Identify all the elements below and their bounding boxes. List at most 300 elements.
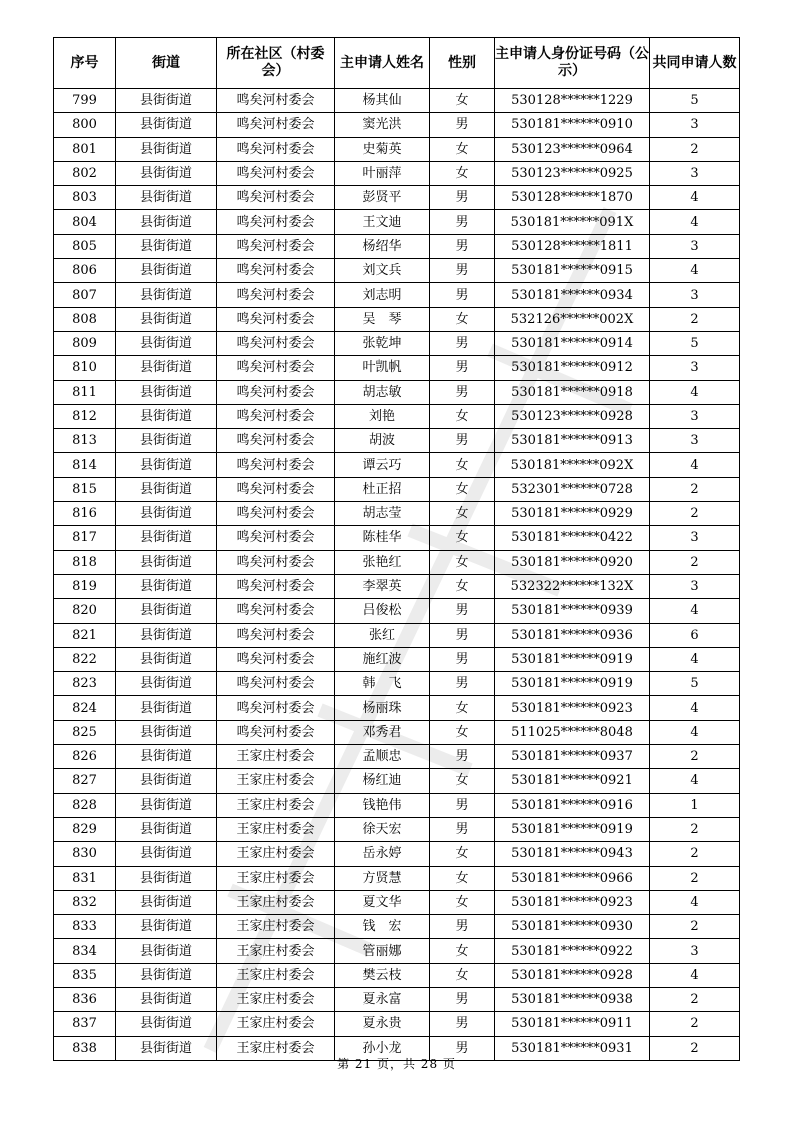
id-number-cell: 530181******0915 (495, 259, 650, 283)
table-row (54, 137, 740, 161)
id-number-cell: 530181******0911 (495, 1012, 650, 1036)
co-applicant-count-cell: 2 (650, 1036, 740, 1060)
gender-cell: 男 (430, 987, 495, 1011)
id-number-cell: 530181******0914 (495, 331, 650, 355)
applicant-name-cell: 吴 琴 (335, 307, 430, 331)
gender-cell: 女 (430, 866, 495, 890)
street-cell: 县街街道 (116, 283, 217, 307)
gender-cell: 男 (430, 283, 495, 307)
applicant-name-cell: 夏永贵 (335, 1012, 430, 1036)
applicant-name-cell: 张红 (335, 623, 430, 647)
id-number-cell: 530181******0930 (495, 915, 650, 939)
seq-cell: 804 (54, 210, 116, 234)
seq-cell: 806 (54, 259, 116, 283)
applicant-name-cell: 叶凯帆 (335, 356, 430, 380)
community-cell: 鸣矣河村委会 (217, 550, 335, 574)
gender-cell: 男 (430, 331, 495, 355)
community-cell: 鸣矣河村委会 (217, 283, 335, 307)
gender-cell: 女 (430, 477, 495, 501)
table-row (54, 647, 740, 671)
id-number-cell: 530181******091X (495, 210, 650, 234)
header-seq: 序号 (54, 38, 116, 89)
gender-cell: 女 (430, 890, 495, 914)
street-cell: 县街街道 (116, 550, 217, 574)
co-applicant-count-cell: 4 (650, 696, 740, 720)
gender-cell: 女 (430, 574, 495, 598)
table-row (54, 769, 740, 793)
co-applicant-count-cell: 2 (650, 866, 740, 890)
co-applicant-count-cell: 4 (650, 186, 740, 210)
seq-cell: 800 (54, 113, 116, 137)
applicant-name-cell: 张乾坤 (335, 331, 430, 355)
seq-cell: 805 (54, 234, 116, 258)
street-cell: 县街街道 (116, 1036, 217, 1060)
header-id-number: 主申请人身份证号码（公示） (495, 38, 650, 89)
community-cell: 鸣矣河村委会 (217, 259, 335, 283)
applicant-name-cell: 徐天宏 (335, 817, 430, 841)
street-cell: 县街街道 (116, 866, 217, 890)
street-cell: 县街街道 (116, 161, 217, 185)
applicant-name-cell: 窦光洪 (335, 113, 430, 137)
applicant-name-cell: 张艳红 (335, 550, 430, 574)
street-cell: 县街街道 (116, 331, 217, 355)
seq-cell: 835 (54, 963, 116, 987)
co-applicant-count-cell: 2 (650, 842, 740, 866)
applicant-name-cell: 钱 宏 (335, 915, 430, 939)
street-cell: 县街街道 (116, 89, 217, 113)
table-row (54, 186, 740, 210)
seq-cell: 808 (54, 307, 116, 331)
table-row (54, 696, 740, 720)
seq-cell: 822 (54, 647, 116, 671)
street-cell: 县街街道 (116, 307, 217, 331)
table-row (54, 574, 740, 598)
applicant-name-cell: 陈桂华 (335, 526, 430, 550)
table-row (54, 380, 740, 404)
co-applicant-count-cell: 4 (650, 890, 740, 914)
seq-cell: 833 (54, 915, 116, 939)
id-number-cell: 530123******0964 (495, 137, 650, 161)
street-cell: 县街街道 (116, 477, 217, 501)
id-number-cell: 530128******1870 (495, 186, 650, 210)
community-cell: 鸣矣河村委会 (217, 307, 335, 331)
gender-cell: 男 (430, 210, 495, 234)
street-cell: 县街街道 (116, 817, 217, 841)
id-number-cell: 530181******0934 (495, 283, 650, 307)
seq-cell: 813 (54, 429, 116, 453)
seq-cell: 824 (54, 696, 116, 720)
id-number-cell: 530181******0923 (495, 890, 650, 914)
community-cell: 王家庄村委会 (217, 842, 335, 866)
co-applicant-count-cell: 3 (650, 526, 740, 550)
seq-cell: 810 (54, 356, 116, 380)
street-cell: 县街街道 (116, 137, 217, 161)
street-cell: 县街街道 (116, 769, 217, 793)
community-cell: 鸣矣河村委会 (217, 526, 335, 550)
street-cell: 县街街道 (116, 647, 217, 671)
seq-cell: 837 (54, 1012, 116, 1036)
seq-cell: 823 (54, 672, 116, 696)
table-row (54, 89, 740, 113)
id-number-cell: 530181******0939 (495, 599, 650, 623)
community-cell: 王家庄村委会 (217, 939, 335, 963)
gender-cell: 女 (430, 89, 495, 113)
street-cell: 县街街道 (116, 745, 217, 769)
id-number-cell: 532301******0728 (495, 477, 650, 501)
id-number-cell: 530123******0925 (495, 161, 650, 185)
street-cell: 县街街道 (116, 259, 217, 283)
id-number-cell: 530181******0913 (495, 429, 650, 453)
id-number-cell: 530128******1229 (495, 89, 650, 113)
id-number-cell: 530181******0937 (495, 745, 650, 769)
id-number-cell: 530181******0922 (495, 939, 650, 963)
seq-cell: 816 (54, 502, 116, 526)
table-row (54, 842, 740, 866)
gender-cell: 女 (430, 453, 495, 477)
co-applicant-count-cell: 5 (650, 89, 740, 113)
community-cell: 鸣矣河村委会 (217, 137, 335, 161)
street-cell: 县街街道 (116, 502, 217, 526)
applicant-name-cell: 樊云枝 (335, 963, 430, 987)
seq-cell: 812 (54, 404, 116, 428)
header-street: 街道 (116, 38, 217, 89)
street-cell: 县街街道 (116, 963, 217, 987)
table-row (54, 890, 740, 914)
table-row (54, 623, 740, 647)
applicant-name-cell: 杨红迪 (335, 769, 430, 793)
gender-cell: 女 (430, 161, 495, 185)
id-number-cell: 530181******092X (495, 453, 650, 477)
street-cell: 县街街道 (116, 842, 217, 866)
gender-cell: 男 (430, 793, 495, 817)
table-row (54, 939, 740, 963)
applicant-name-cell: 李翠英 (335, 574, 430, 598)
co-applicant-count-cell: 3 (650, 356, 740, 380)
table-row (54, 331, 740, 355)
community-cell: 王家庄村委会 (217, 745, 335, 769)
applicant-name-cell: 叶丽萍 (335, 161, 430, 185)
gender-cell: 女 (430, 502, 495, 526)
gender-cell: 男 (430, 915, 495, 939)
co-applicant-count-cell: 2 (650, 987, 740, 1011)
applicant-name-cell: 钱艳伟 (335, 793, 430, 817)
seq-cell: 801 (54, 137, 116, 161)
id-number-cell: 530181******0928 (495, 963, 650, 987)
community-cell: 鸣矣河村委会 (217, 234, 335, 258)
seq-cell: 826 (54, 745, 116, 769)
applicant-name-cell: 岳永婷 (335, 842, 430, 866)
table-row (54, 210, 740, 234)
id-number-cell: 530181******0943 (495, 842, 650, 866)
table-row (54, 307, 740, 331)
street-cell: 县街街道 (116, 186, 217, 210)
street-cell: 县街街道 (116, 793, 217, 817)
seq-cell: 828 (54, 793, 116, 817)
table-row (54, 599, 740, 623)
community-cell: 王家庄村委会 (217, 1012, 335, 1036)
applicant-name-cell: 吕俊松 (335, 599, 430, 623)
id-number-cell: 530181******0929 (495, 502, 650, 526)
table-row (54, 987, 740, 1011)
table-row (54, 283, 740, 307)
applicant-name-cell: 刘志明 (335, 283, 430, 307)
seq-cell: 819 (54, 574, 116, 598)
community-cell: 鸣矣河村委会 (217, 380, 335, 404)
gender-cell: 女 (430, 404, 495, 428)
co-applicant-count-cell: 2 (650, 307, 740, 331)
gender-cell: 女 (430, 526, 495, 550)
id-number-cell: 530181******0918 (495, 380, 650, 404)
co-applicant-count-cell: 2 (650, 1012, 740, 1036)
co-applicant-count-cell: 3 (650, 161, 740, 185)
community-cell: 鸣矣河村委会 (217, 113, 335, 137)
street-cell: 县街街道 (116, 429, 217, 453)
table-row (54, 259, 740, 283)
gender-cell: 女 (430, 137, 495, 161)
id-number-cell: 530181******0919 (495, 817, 650, 841)
gender-cell: 男 (430, 817, 495, 841)
co-applicant-count-cell: 3 (650, 113, 740, 137)
applicant-name-cell: 孟顺忠 (335, 745, 430, 769)
community-cell: 鸣矣河村委会 (217, 502, 335, 526)
co-applicant-count-cell: 4 (650, 769, 740, 793)
street-cell: 县街街道 (116, 987, 217, 1011)
id-number-cell: 530128******1811 (495, 234, 650, 258)
street-cell: 县街街道 (116, 453, 217, 477)
community-cell: 王家庄村委会 (217, 793, 335, 817)
table-row (54, 477, 740, 501)
community-cell: 鸣矣河村委会 (217, 696, 335, 720)
applicant-table (53, 37, 740, 1061)
street-cell: 县街街道 (116, 574, 217, 598)
co-applicant-count-cell: 5 (650, 672, 740, 696)
id-number-cell: 530181******0966 (495, 866, 650, 890)
co-applicant-count-cell: 3 (650, 234, 740, 258)
seq-cell: 817 (54, 526, 116, 550)
co-applicant-count-cell: 3 (650, 283, 740, 307)
gender-cell: 男 (430, 1036, 495, 1060)
gender-cell: 男 (430, 186, 495, 210)
seq-cell: 809 (54, 331, 116, 355)
applicant-name-cell: 管丽娜 (335, 939, 430, 963)
id-number-cell: 530181******0931 (495, 1036, 650, 1060)
community-cell: 鸣矣河村委会 (217, 429, 335, 453)
community-cell: 鸣矣河村委会 (217, 574, 335, 598)
community-cell: 鸣矣河村委会 (217, 186, 335, 210)
gender-cell: 女 (430, 696, 495, 720)
id-number-cell: 530181******0912 (495, 356, 650, 380)
gender-cell: 女 (430, 769, 495, 793)
co-applicant-count-cell: 3 (650, 939, 740, 963)
community-cell: 王家庄村委会 (217, 963, 335, 987)
applicant-name-cell: 胡志莹 (335, 502, 430, 526)
table-row (54, 793, 740, 817)
seq-cell: 799 (54, 89, 116, 113)
applicant-name-cell: 胡波 (335, 429, 430, 453)
co-applicant-count-cell: 2 (650, 915, 740, 939)
header-co-applicant-count: 共同申请人数 (650, 38, 740, 89)
applicant-name-cell: 王文迪 (335, 210, 430, 234)
gender-cell: 男 (430, 380, 495, 404)
seq-cell: 811 (54, 380, 116, 404)
community-cell: 鸣矣河村委会 (217, 477, 335, 501)
table-row (54, 550, 740, 574)
seq-cell: 825 (54, 720, 116, 744)
gender-cell: 男 (430, 259, 495, 283)
applicant-name-cell: 史菊英 (335, 137, 430, 161)
gender-cell: 女 (430, 307, 495, 331)
street-cell: 县街街道 (116, 623, 217, 647)
street-cell: 县街街道 (116, 672, 217, 696)
seq-cell: 815 (54, 477, 116, 501)
applicant-name-cell: 方贤慧 (335, 866, 430, 890)
co-applicant-count-cell: 3 (650, 574, 740, 598)
gender-cell: 男 (430, 1012, 495, 1036)
gender-cell: 男 (430, 647, 495, 671)
applicant-name-cell: 韩 飞 (335, 672, 430, 696)
id-number-cell: 530181******0936 (495, 623, 650, 647)
applicant-name-cell: 胡志敏 (335, 380, 430, 404)
seq-cell: 820 (54, 599, 116, 623)
seq-cell: 827 (54, 769, 116, 793)
community-cell: 王家庄村委会 (217, 890, 335, 914)
table-row (54, 672, 740, 696)
applicant-name-cell: 杨丽珠 (335, 696, 430, 720)
table-row (54, 234, 740, 258)
community-cell: 鸣矣河村委会 (217, 453, 335, 477)
table-body (54, 89, 740, 1061)
seq-cell: 821 (54, 623, 116, 647)
applicant-name-cell: 刘艳 (335, 404, 430, 428)
community-cell: 鸣矣河村委会 (217, 161, 335, 185)
table-row (54, 113, 740, 137)
seq-cell: 807 (54, 283, 116, 307)
community-cell: 鸣矣河村委会 (217, 331, 335, 355)
seq-cell: 803 (54, 186, 116, 210)
seq-cell: 830 (54, 842, 116, 866)
seq-cell: 814 (54, 453, 116, 477)
header-applicant-name: 主申请人姓名 (335, 38, 430, 89)
street-cell: 县街街道 (116, 599, 217, 623)
applicant-name-cell: 刘文兵 (335, 259, 430, 283)
seq-cell: 802 (54, 161, 116, 185)
table-row (54, 963, 740, 987)
co-applicant-count-cell: 1 (650, 793, 740, 817)
table-row (54, 404, 740, 428)
community-cell: 鸣矣河村委会 (217, 672, 335, 696)
id-number-cell: 530181******0916 (495, 793, 650, 817)
co-applicant-count-cell: 2 (650, 137, 740, 161)
seq-cell: 818 (54, 550, 116, 574)
street-cell: 县街街道 (116, 380, 217, 404)
gender-cell: 女 (430, 939, 495, 963)
id-number-cell: 530181******0923 (495, 696, 650, 720)
seq-cell: 829 (54, 817, 116, 841)
gender-cell: 男 (430, 623, 495, 647)
id-number-cell: 530181******0938 (495, 987, 650, 1011)
table-row (54, 915, 740, 939)
street-cell: 县街街道 (116, 526, 217, 550)
id-number-cell: 532322******132X (495, 574, 650, 598)
community-cell: 王家庄村委会 (217, 769, 335, 793)
community-cell: 王家庄村委会 (217, 1036, 335, 1060)
id-number-cell: 530181******0920 (495, 550, 650, 574)
gender-cell: 男 (430, 745, 495, 769)
street-cell: 县街街道 (116, 696, 217, 720)
street-cell: 县街街道 (116, 890, 217, 914)
co-applicant-count-cell: 4 (650, 963, 740, 987)
table-row (54, 429, 740, 453)
street-cell: 县街街道 (116, 210, 217, 234)
street-cell: 县街街道 (116, 720, 217, 744)
seq-cell: 832 (54, 890, 116, 914)
gender-cell: 女 (430, 842, 495, 866)
table-row (54, 356, 740, 380)
co-applicant-count-cell: 4 (650, 720, 740, 744)
table-row (54, 745, 740, 769)
applicant-name-cell: 谭云巧 (335, 453, 430, 477)
gender-cell: 男 (430, 113, 495, 137)
id-number-cell: 530181******0921 (495, 769, 650, 793)
id-number-cell: 530181******0910 (495, 113, 650, 137)
header-gender: 性别 (430, 38, 495, 89)
header-community: 所在社区（村委会） (217, 38, 335, 89)
community-cell: 王家庄村委会 (217, 915, 335, 939)
co-applicant-count-cell: 4 (650, 380, 740, 404)
co-applicant-count-cell: 4 (650, 599, 740, 623)
community-cell: 鸣矣河村委会 (217, 720, 335, 744)
gender-cell: 男 (430, 429, 495, 453)
id-number-cell: 530181******0422 (495, 526, 650, 550)
street-cell: 县街街道 (116, 113, 217, 137)
gender-cell: 男 (430, 599, 495, 623)
table-row (54, 502, 740, 526)
id-number-cell: 511025******8048 (495, 720, 650, 744)
seq-cell: 834 (54, 939, 116, 963)
id-number-cell: 530181******0919 (495, 672, 650, 696)
community-cell: 王家庄村委会 (217, 866, 335, 890)
seq-cell: 838 (54, 1036, 116, 1060)
co-applicant-count-cell: 6 (650, 623, 740, 647)
street-cell: 县街街道 (116, 356, 217, 380)
street-cell: 县街街道 (116, 915, 217, 939)
co-applicant-count-cell: 2 (650, 550, 740, 574)
table-row (54, 161, 740, 185)
community-cell: 鸣矣河村委会 (217, 623, 335, 647)
id-number-cell: 530123******0928 (495, 404, 650, 428)
community-cell: 鸣矣河村委会 (217, 210, 335, 234)
community-cell: 鸣矣河村委会 (217, 599, 335, 623)
community-cell: 鸣矣河村委会 (217, 404, 335, 428)
street-cell: 县街街道 (116, 404, 217, 428)
co-applicant-count-cell: 5 (650, 331, 740, 355)
applicant-name-cell: 夏文华 (335, 890, 430, 914)
co-applicant-count-cell: 2 (650, 502, 740, 526)
co-applicant-count-cell: 2 (650, 745, 740, 769)
gender-cell: 女 (430, 720, 495, 744)
community-cell: 王家庄村委会 (217, 987, 335, 1011)
table-row (54, 1012, 740, 1036)
community-cell: 鸣矣河村委会 (217, 647, 335, 671)
applicant-name-cell: 邓秀君 (335, 720, 430, 744)
applicant-name-cell: 杨其仙 (335, 89, 430, 113)
street-cell: 县街街道 (116, 939, 217, 963)
table-row (54, 866, 740, 890)
table-row (54, 720, 740, 744)
street-cell: 县街街道 (116, 1012, 217, 1036)
table-row (54, 526, 740, 550)
co-applicant-count-cell: 3 (650, 404, 740, 428)
